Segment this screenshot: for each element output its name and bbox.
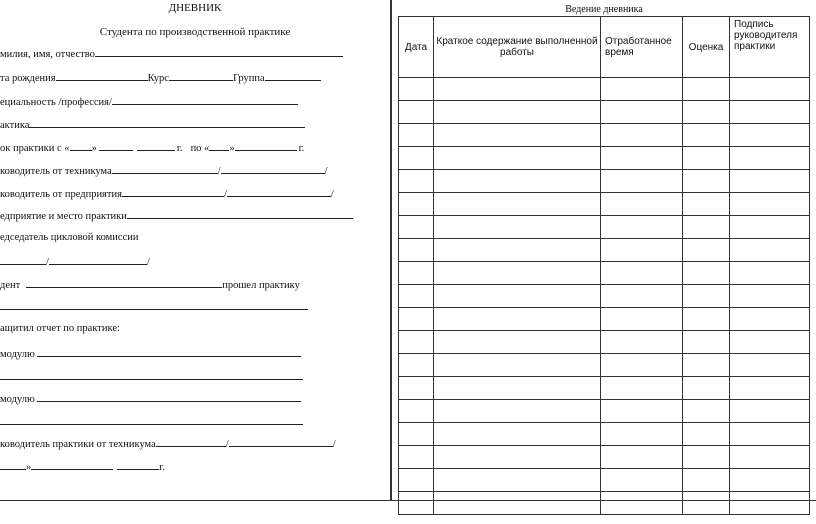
table-cell[interactable] (730, 423, 810, 446)
student-extra-line (0, 300, 308, 314)
table-cell[interactable] (730, 147, 810, 170)
table-row (399, 216, 810, 239)
table-cell[interactable] (683, 78, 730, 101)
table-cell[interactable] (399, 193, 434, 216)
table-cell[interactable] (730, 308, 810, 331)
final-day-blank (0, 460, 26, 470)
table-cell[interactable] (730, 400, 810, 423)
table-cell[interactable] (434, 469, 601, 492)
table-cell[interactable] (601, 262, 683, 285)
head-practice-blank-1 (156, 437, 226, 447)
table-row (399, 147, 810, 170)
table-cell[interactable] (434, 400, 601, 423)
diary-title: ДНЕВНИК (168, 2, 222, 14)
table-row (399, 239, 810, 262)
table-cell[interactable] (683, 331, 730, 354)
table-cell[interactable] (399, 216, 434, 239)
table-row (399, 78, 810, 101)
module1-blank (37, 347, 301, 357)
term-line (0, 141, 304, 155)
module1-extra-line (0, 370, 303, 384)
table-cell[interactable] (399, 469, 434, 492)
head-college-blank-1 (112, 164, 218, 174)
head-practice-label: ководитель практики от техникума (0, 439, 156, 450)
head-practice-blank-2 (229, 437, 333, 447)
table-cell[interactable] (683, 400, 730, 423)
table-cell[interactable] (730, 377, 810, 400)
table-row (399, 354, 810, 377)
slash: / (146, 257, 150, 268)
table-cell[interactable] (683, 354, 730, 377)
table-row (399, 492, 810, 515)
table-cell[interactable] (434, 170, 601, 193)
birth-line (0, 71, 321, 85)
table-cell[interactable] (601, 308, 683, 331)
passed-label: прошел практику (222, 280, 300, 291)
enterprise-label: едприятие и место практики (0, 211, 127, 222)
table-cell[interactable] (601, 124, 683, 147)
term-day-blank (70, 141, 92, 151)
enterprise-blank (127, 209, 353, 219)
term-po: по « (190, 143, 210, 154)
module1-extra-blank (0, 370, 303, 380)
defended-label: ащитил отчет по практике: (0, 323, 120, 334)
table-row (399, 446, 810, 469)
final-year-blank (117, 460, 159, 470)
table-cell[interactable] (683, 239, 730, 262)
diary-table-body (399, 78, 810, 515)
term-quote-1: » (91, 143, 97, 154)
table-cell[interactable] (730, 78, 810, 101)
table-cell[interactable] (683, 285, 730, 308)
table-cell[interactable] (601, 446, 683, 469)
module2-extra-line (0, 415, 303, 429)
slash: / (324, 166, 328, 177)
table-cell[interactable] (434, 285, 601, 308)
table-cell[interactable] (730, 239, 810, 262)
table-cell[interactable] (434, 492, 601, 515)
table-cell[interactable] (730, 170, 810, 193)
table-cell[interactable] (434, 193, 601, 216)
enterprise-line (0, 209, 353, 223)
table-cell[interactable] (601, 78, 683, 101)
table-cell[interactable] (730, 193, 810, 216)
table-cell[interactable] (434, 308, 601, 331)
module1-label: модулю (0, 349, 35, 360)
col-summary: Краткое содержание выполненной работы (434, 17, 601, 78)
diary-subtitle: Студента по производственной практике (99, 26, 291, 38)
table-cell[interactable] (601, 423, 683, 446)
head-college-label: ководитель от техникума (0, 166, 112, 177)
table-cell[interactable] (434, 78, 601, 101)
birth-label: та рождения (0, 73, 56, 84)
term-year2-suffix: г. (298, 143, 305, 154)
table-cell[interactable] (601, 400, 683, 423)
table-row (399, 469, 810, 492)
table-cell[interactable] (601, 492, 683, 515)
head-enterprise-line (0, 187, 334, 201)
commission-blank-1 (0, 255, 46, 265)
table-cell[interactable] (601, 285, 683, 308)
table-cell[interactable] (434, 101, 601, 124)
term-quote-2: » (229, 143, 235, 154)
slash: / (332, 439, 336, 450)
table-row (399, 285, 810, 308)
table-cell[interactable] (730, 354, 810, 377)
table-cell[interactable] (601, 216, 683, 239)
table-cell[interactable] (601, 377, 683, 400)
final-month-blank (31, 460, 113, 470)
birth-blank (56, 71, 148, 81)
table-cell[interactable] (399, 446, 434, 469)
table-cell[interactable] (683, 101, 730, 124)
specialty-blank (112, 95, 298, 105)
term-day2-blank (209, 141, 229, 151)
diary-cover-page (0, 0, 391, 501)
col-grade: Оценка (683, 17, 730, 78)
table-cell[interactable] (730, 492, 810, 515)
table-cell[interactable] (399, 78, 434, 101)
col-hours: Отработанное время (601, 17, 683, 78)
practice-blank (29, 118, 305, 128)
table-cell[interactable] (683, 423, 730, 446)
table-cell[interactable] (683, 469, 730, 492)
practice-label: актика (0, 120, 30, 131)
slash: / (46, 257, 49, 268)
final-quote: » (26, 462, 32, 473)
table-cell[interactable] (434, 262, 601, 285)
table-cell[interactable] (399, 308, 434, 331)
table-cell[interactable] (730, 285, 810, 308)
slash: / (330, 189, 334, 200)
table-cell[interactable] (683, 262, 730, 285)
table-cell[interactable] (683, 124, 730, 147)
table-cell[interactable] (730, 331, 810, 354)
term-month-blank (99, 141, 133, 151)
table-cell[interactable] (730, 101, 810, 124)
table-row (399, 101, 810, 124)
table-row (399, 331, 810, 354)
table-cell[interactable] (434, 239, 601, 262)
slash: / (217, 166, 221, 177)
table-cell[interactable] (399, 331, 434, 354)
fio-label: милия, имя, отчество (0, 49, 95, 60)
commission-line (0, 232, 138, 244)
table-cell[interactable] (434, 124, 601, 147)
table-row (399, 262, 810, 285)
table-cell[interactable] (434, 377, 601, 400)
table-cell[interactable] (601, 354, 683, 377)
table-cell[interactable] (399, 239, 434, 262)
table-cell[interactable] (683, 492, 730, 515)
diary-table (398, 16, 810, 515)
student-extra-blank (0, 300, 308, 310)
table-cell[interactable] (399, 285, 434, 308)
slash: / (223, 189, 227, 200)
commission-sign-line (0, 255, 150, 269)
table-cell[interactable] (399, 147, 434, 170)
table-cell[interactable] (730, 262, 810, 285)
student-blank (26, 278, 222, 288)
practice-line (0, 118, 305, 132)
table-cell[interactable] (683, 147, 730, 170)
col-signature: Подпись руководителя практики (730, 17, 810, 78)
table-cell[interactable] (434, 147, 601, 170)
table-cell[interactable] (601, 469, 683, 492)
table-cell[interactable] (399, 170, 434, 193)
table-row (399, 377, 810, 400)
commission-label: едседатель цикловой комиссии (0, 232, 139, 243)
table-row (399, 308, 810, 331)
module2-blank (37, 392, 301, 402)
table-cell[interactable] (434, 354, 601, 377)
fio-blank (95, 47, 343, 57)
table-cell[interactable] (399, 400, 434, 423)
table-cell[interactable] (601, 170, 683, 193)
table-cell[interactable] (683, 377, 730, 400)
specialty-label: ециальность /профессия/ (0, 97, 112, 108)
table-cell[interactable] (399, 124, 434, 147)
head-enterprise-blank-1 (122, 187, 224, 197)
table-cell[interactable] (601, 147, 683, 170)
final-date-line (0, 460, 165, 474)
table-cell[interactable] (730, 124, 810, 147)
module1-line (0, 347, 301, 361)
module2-extra-blank (0, 415, 303, 425)
table-row (399, 193, 810, 216)
table-row (399, 170, 810, 193)
head-college-line (0, 164, 328, 178)
head-enterprise-label: ководитель от предприятия (0, 189, 122, 200)
table-cell[interactable] (730, 446, 810, 469)
commission-blank-2 (49, 255, 147, 265)
table-cell[interactable] (399, 262, 434, 285)
col-date: Дата (399, 17, 434, 78)
table-cell[interactable] (399, 354, 434, 377)
table-cell[interactable] (434, 216, 601, 239)
table-row (399, 423, 810, 446)
table-cell[interactable] (399, 492, 434, 515)
student-line (0, 278, 300, 292)
module2-line (0, 392, 301, 406)
table-cell[interactable] (730, 216, 810, 239)
student-label: дент (0, 280, 21, 291)
group-blank (265, 71, 321, 81)
module2-label: модулю (0, 394, 35, 405)
table-cell[interactable] (601, 239, 683, 262)
table-cell[interactable] (601, 331, 683, 354)
table-cell[interactable] (730, 469, 810, 492)
table-cell[interactable] (434, 331, 601, 354)
course-blank (169, 71, 233, 81)
table-cell[interactable] (683, 170, 730, 193)
table-cell[interactable] (601, 193, 683, 216)
final-year-suffix: г. (159, 462, 165, 473)
head-enterprise-blank-2 (227, 187, 331, 197)
table-cell[interactable] (683, 216, 730, 239)
table-cell[interactable] (683, 446, 730, 469)
table-cell[interactable] (683, 308, 730, 331)
group-label: Группа (232, 73, 265, 84)
term-year-suffix: г. (176, 143, 183, 154)
table-cell[interactable] (399, 423, 434, 446)
table-cell[interactable] (434, 446, 601, 469)
term-year-blank (137, 141, 175, 151)
table-cell[interactable] (399, 377, 434, 400)
table-cell[interactable] (601, 101, 683, 124)
head-practice-line (0, 437, 336, 451)
table-header-row (399, 17, 810, 78)
slash: / (225, 439, 229, 450)
log-title: Ведение дневника (565, 4, 643, 15)
defended-line (0, 323, 120, 335)
table-row (399, 400, 810, 423)
head-college-blank-2 (221, 164, 325, 174)
fio-line (0, 47, 343, 61)
term-prefix: ок практики с « (0, 143, 70, 154)
table-cell[interactable] (683, 193, 730, 216)
table-cell[interactable] (434, 423, 601, 446)
specialty-line (0, 95, 298, 109)
table-cell[interactable] (399, 101, 434, 124)
course-label: Курс (147, 73, 169, 84)
term-month2-blank (235, 141, 297, 151)
table-row (399, 124, 810, 147)
diary-log-page (391, 0, 816, 501)
